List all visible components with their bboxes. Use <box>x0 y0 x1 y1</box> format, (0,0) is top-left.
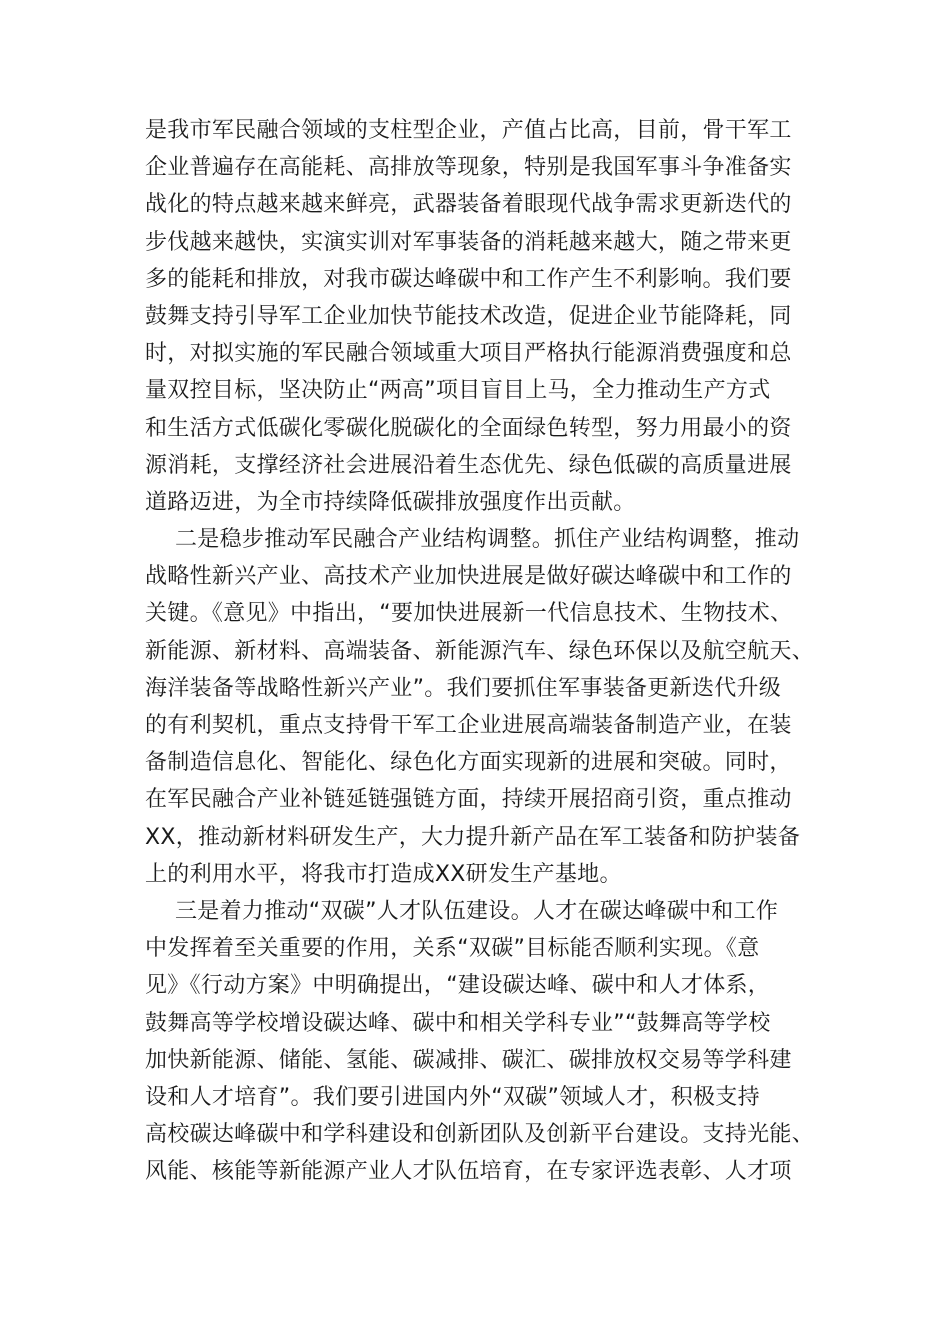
text-line: 设和人才培育”。我们要引进国内外“双碳”领域人才，积极支持 <box>145 1084 760 1110</box>
text-line: 的有利契机，重点支持骨干军工企业进展高端装备制造产业，在装 <box>145 713 792 738</box>
text-line: 见》《行动方案》中明确提出，“建设碳达峰、碳中和人才体系， <box>145 973 771 999</box>
text-line: 步伐越来越快，实演实训对军事装备的消耗越来越大，随之带来更 <box>145 229 792 255</box>
text-line: 道路迈进，为全市持续降低碳排放强度作出贡献。 <box>145 489 636 515</box>
text-line: 海洋装备等战略性新兴产业”。我们要抓住军事装备更新迭代升级 <box>145 675 782 701</box>
text-line: 战化的特点越来越来鲜亮，武器装备着眼现代战争需求更新迭代的 <box>145 192 792 218</box>
text-line: 企业普遍存在高能耗、高排放等现象，特别是我国军事斗争准备实 <box>145 155 792 181</box>
text-line: 是我市军民融合领域的支柱型企业，产值占比高，目前，骨干军工 <box>145 118 792 143</box>
text-line: 在军民融合产业补链延链强链方面，持续开展招商引资，重点推动 <box>145 787 792 813</box>
text-line: 上的利用水平，将我市打造成XX研发生产基地。 <box>145 861 622 887</box>
text-line: 多的能耗和排放，对我市碳达峰碳中和工作产生不利影响。我们要 <box>145 266 792 292</box>
text-line: 源消耗，支撑经济社会进展沿着生态优先、绿色低碳的高质量进展 <box>145 452 792 478</box>
paragraph-first-line: 二是稳步推动军民融合产业结构调整。抓住产业结构调整，推动 <box>175 527 800 553</box>
text-line: 高校碳达峰碳中和学科建设和创新团队及创新平台建设。支持光能、 <box>145 1122 815 1148</box>
text-line: 战略性新兴产业、高技术产业加快进展是做好碳达峰碳中和工作的 <box>145 564 792 590</box>
text-line: 关键。《意见》中指出，“要加快进展新一代信息技术、生物技术、 <box>145 601 793 627</box>
text-line: 时，对拟实施的军民融合领域重大项目严格执行能源消费强度和总 <box>145 341 792 367</box>
text-line: 风能、核能等新能源产业人才队伍培育，在专家评选表彰、人才项 <box>145 1159 792 1185</box>
text-line: 中发挥着至关重要的作用，关系“双碳”目标能否顺利实现。《意 <box>145 936 760 962</box>
text-line: 量双控目标，坚决防止“两高”项目盲目上马，全力推动生产方式 <box>145 378 771 404</box>
document-body <box>145 112 825 1190</box>
text-line: 和生活方式低碳化零碳化脱碳化的全面绿色转型，努力用最小的资 <box>145 415 792 441</box>
text-line: 备制造信息化、智能化、绿色化方面实现新的进展和突破。同时， <box>145 750 792 776</box>
text-line: 鼓舞高等学校增设碳达峰、碳中和相关学科专业”“鼓舞高等学校 <box>145 1010 771 1036</box>
paragraph-first-line: 三是着力推动“双碳”人才队伍建设。人才在碳达峰碳中和工作 <box>175 898 779 924</box>
text-line: 新能源、新材料、高端装备、新能源汽车、绿色环保以及航空航天、 <box>145 638 815 664</box>
text-line: 鼓舞支持引导军工企业加快节能技术改造，促进企业节能降耗，同 <box>145 303 792 329</box>
text-line: 加快新能源、储能、氢能、碳减排、碳汇、碳排放权交易等学科建 <box>145 1047 792 1073</box>
text-line: XX，推动新材料研发生产，大力提升新产品在军工装备和防护装备 <box>145 824 801 850</box>
